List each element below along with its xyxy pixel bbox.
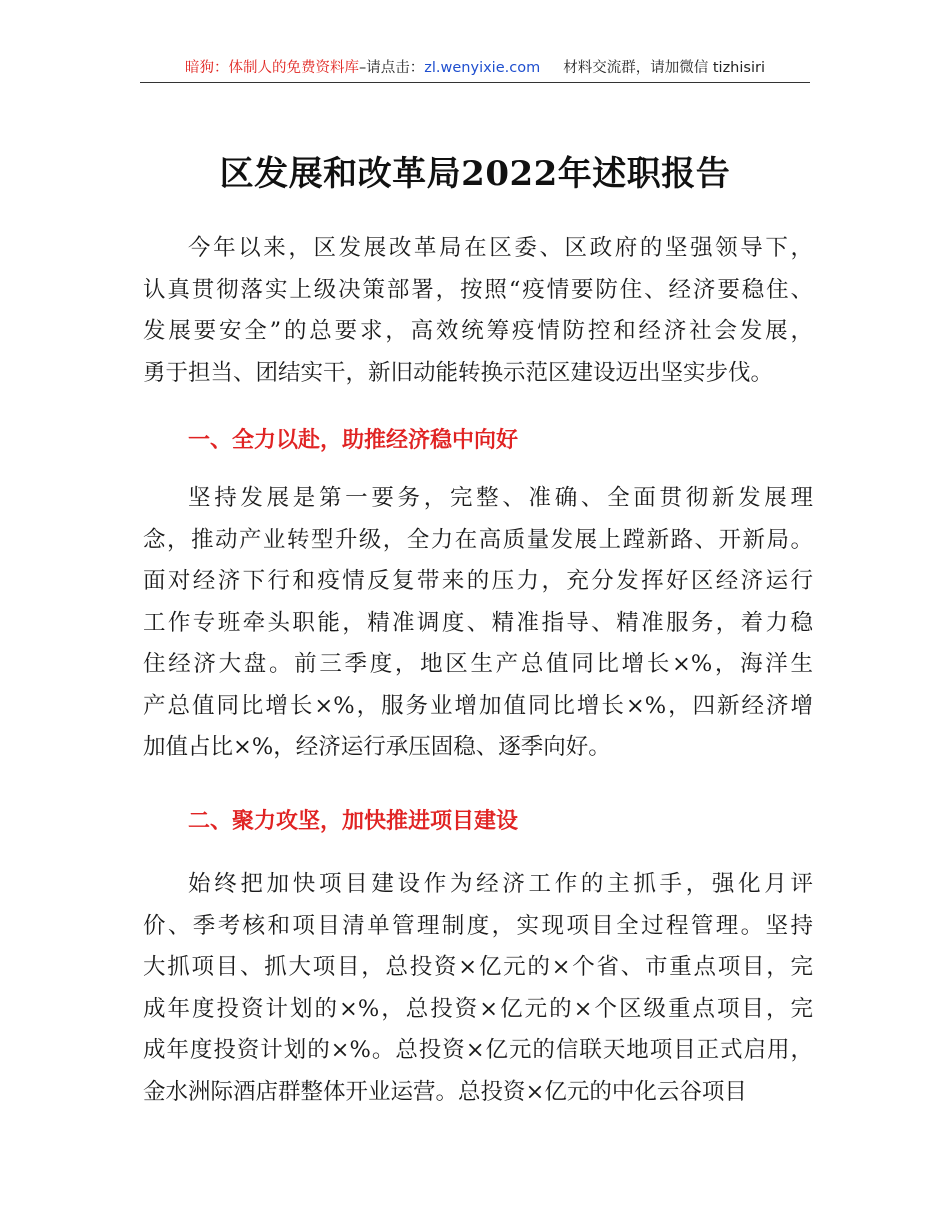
intro-paragraph bbox=[143, 228, 813, 394]
text-line: 产总值同比增长×%，服务业增加值同比增长×%，四新经济增 bbox=[143, 692, 813, 719]
text-line: 金水洲际酒店群整体开业运营。总投资×亿元的中化云谷项目 bbox=[143, 1078, 747, 1105]
text-line: 大抓项目、抓大项目，总投资×亿元的×个省、市重点项目，完 bbox=[143, 954, 813, 980]
section-1-paragraph bbox=[143, 478, 813, 769]
section-heading-1: 一、全力以赴，助推经济稳中向好 bbox=[188, 428, 519, 453]
header-contact: 材料交流群，请加微信 tizhisiri bbox=[563, 60, 765, 76]
header-url-link[interactable]: zl.wenyixie.com bbox=[424, 60, 541, 76]
text-line: 今年以来，区发展改革局在区委、区政府的坚强领导下， bbox=[188, 235, 813, 261]
text-line: 勇于担当、团结实干，新旧动能转换示范区建设迈出坚实步伐。 bbox=[143, 359, 774, 386]
text-line: 认真贯彻落实上级决策部署，按照“疫情要防住、经济要稳住、 bbox=[143, 276, 813, 303]
header-divider bbox=[140, 82, 810, 83]
text-line: 成年度投资计划的×%。总投资×亿元的信联天地项目正式启用， bbox=[143, 1037, 813, 1063]
header-prompt: –请点击： bbox=[359, 60, 425, 76]
page-title: 区发展和改革局2022年述职报告 bbox=[219, 154, 731, 194]
text-line: 坚持发展是第一要务，完整、准确、全面贯彻新发展理 bbox=[188, 485, 813, 511]
text-line: 价、季考核和项目清单管理制度，实现项目全过程管理。坚持 bbox=[143, 912, 813, 939]
text-line: 成年度投资计划的×%，总投资×亿元的×个区级重点项目，完 bbox=[143, 995, 813, 1022]
text-line: 住经济大盘。前三季度，地区生产总值同比增长×%，海洋生 bbox=[143, 651, 813, 677]
header-brand: 暗狗：体制人的免费资料库 bbox=[185, 60, 360, 76]
text-line: 工作专班牵头职能，精准调度、精准指导、精准服务，着力稳 bbox=[143, 609, 813, 636]
text-line: 面对经济下行和疫情反复带来的压力，充分发挥好区经济运行 bbox=[143, 568, 813, 594]
header-banner bbox=[140, 58, 810, 78]
text-line: 加值占比×%，经济运行承压固稳、逐季向好。 bbox=[143, 734, 611, 760]
section-heading-2: 二、聚力攻坚，加快推进项目建设 bbox=[188, 809, 519, 834]
text-line: 发展要安全”的总要求，高效统筹疫情防控和经济社会发展， bbox=[143, 318, 813, 344]
section-2-paragraph bbox=[143, 864, 813, 1113]
text-line: 始终把加快项目建设作为经济工作的主抓手，强化月评 bbox=[188, 871, 813, 897]
text-line: 念，推动产业转型升级，全力在高质量发展上蹚新路、开新局。 bbox=[143, 526, 813, 553]
